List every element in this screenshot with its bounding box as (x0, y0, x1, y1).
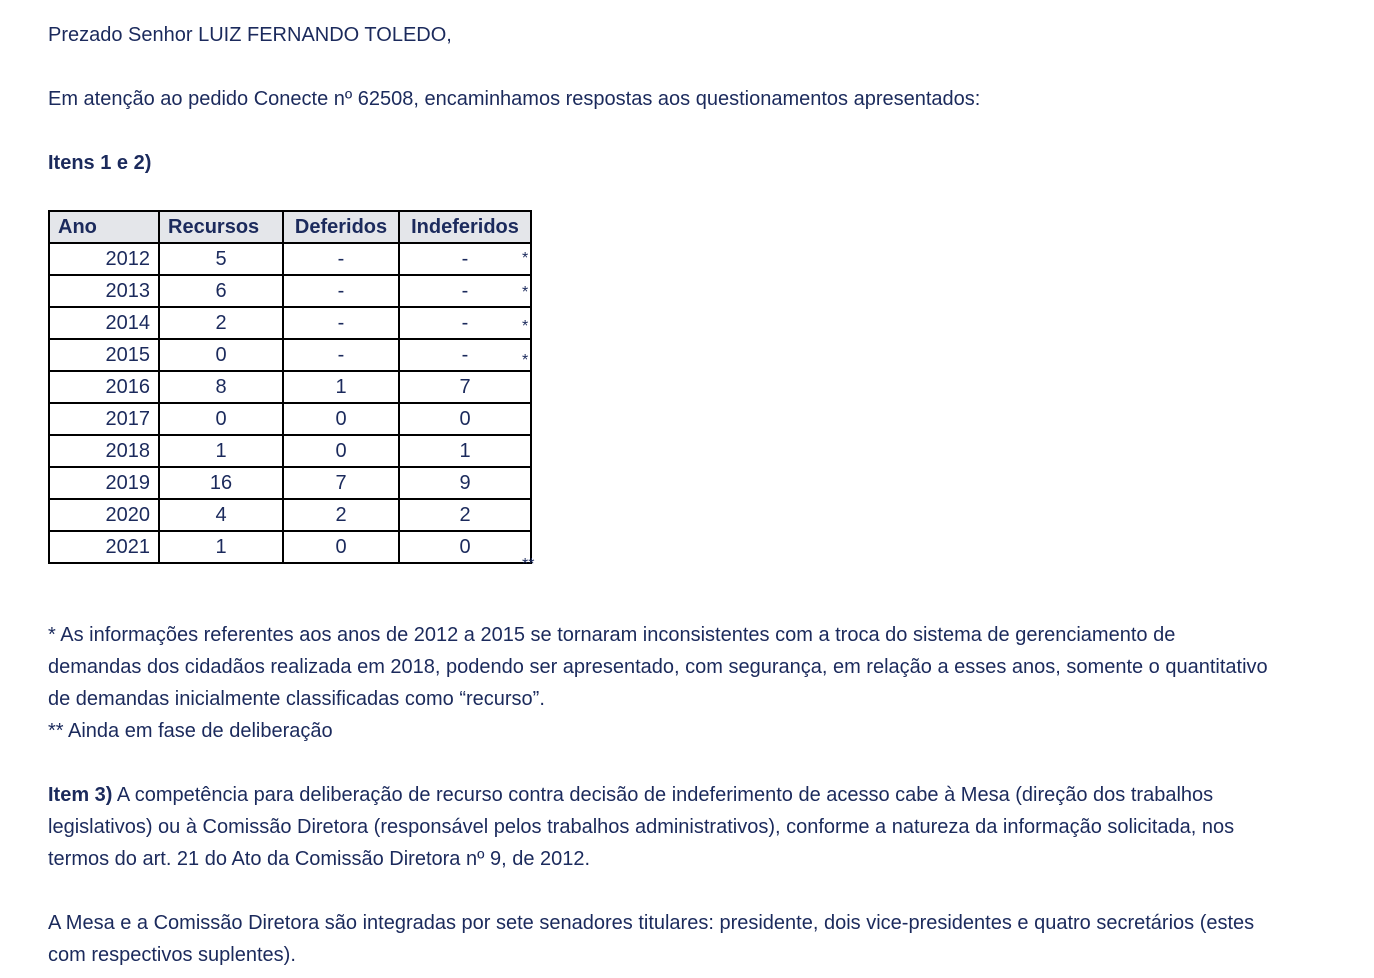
cell-indeferidos: - (399, 243, 531, 275)
cell-indeferidos: - (399, 275, 531, 307)
cell-indeferidos: 7 (399, 371, 531, 403)
footnote-2: ** Ainda em fase de deliberação (48, 720, 333, 742)
table-row (49, 339, 531, 371)
greeting: Prezado Senhor LUIZ FERNANDO TOLEDO, (48, 24, 452, 46)
footnote-marker: * (522, 352, 529, 369)
table-row (49, 531, 531, 563)
cell-ano: 2016 (49, 371, 159, 403)
cell-recursos: 6 (159, 275, 283, 307)
footnote-marker: * (522, 250, 529, 267)
table-row (49, 403, 531, 435)
cell-deferidos: 7 (283, 467, 399, 499)
cell-indeferidos: - (399, 339, 531, 371)
cell-recursos: 16 (159, 467, 283, 499)
cell-recursos: 1 (159, 435, 283, 467)
table-row (49, 499, 531, 531)
cell-indeferidos: 2 (399, 499, 531, 531)
cell-deferidos: 1 (283, 371, 399, 403)
appeals-table-wrapper (48, 210, 535, 573)
mesa-paragraph (48, 907, 1358, 971)
cell-ano: 2017 (49, 403, 159, 435)
table-body (49, 243, 531, 563)
cell-indeferidos: 0 (399, 403, 531, 435)
footnotes (48, 619, 1358, 747)
items-1-2-heading: Itens 1 e 2) (48, 152, 152, 174)
table-row (49, 275, 531, 307)
cell-recursos: 0 (159, 403, 283, 435)
table-row (49, 435, 531, 467)
cell-deferidos: - (283, 339, 399, 371)
table-row (49, 371, 531, 403)
item-3-paragraph (48, 779, 1358, 875)
header-indeferidos: Indeferidos (399, 211, 531, 243)
mesa-line-1: A Mesa e a Comissão Diretora são integradas por sete senadores titulares: presidente, dois vice-presidentes e quatro secretários (estes (48, 912, 1255, 934)
cell-recursos: 0 (159, 339, 283, 371)
footnote-marker: * (522, 284, 529, 301)
cell-indeferidos: 0 (399, 531, 531, 563)
intro-paragraph: Em atenção ao pedido Conecte nº 62508, encaminhamos respostas aos questionamentos apresentados: (48, 88, 981, 110)
cell-recursos: 4 (159, 499, 283, 531)
cell-deferidos: 0 (283, 531, 399, 563)
cell-ano: 2014 (49, 307, 159, 339)
cell-deferidos: - (283, 243, 399, 275)
header-ano: Ano (49, 211, 159, 243)
table-row (49, 243, 531, 275)
cell-deferidos: - (283, 307, 399, 339)
table-row (49, 307, 531, 339)
item-3-label: Item 3) (48, 784, 113, 806)
item-3-line-2: legislativos) ou à Comissão Diretora (responsável pelos trabalhos administrativos), conforme a natureza da informação solicitada, nos (48, 816, 1235, 838)
cell-ano: 2015 (49, 339, 159, 371)
footnote-marker: * (522, 318, 529, 335)
cell-ano: 2012 (49, 243, 159, 275)
cell-recursos: 5 (159, 243, 283, 275)
footnote-1-line-2: demandas dos cidadãos realizada em 2018, podendo ser apresentado, com segurança, em relação a esses anos, somente o quantitativo (48, 656, 1268, 678)
cell-indeferidos: 9 (399, 467, 531, 499)
cell-recursos: 2 (159, 307, 283, 339)
cell-ano: 2018 (49, 435, 159, 467)
footnote-marker: ** (522, 556, 535, 573)
cell-recursos: 8 (159, 371, 283, 403)
mesa-line-2: com respectivos suplentes). (48, 944, 296, 966)
cell-indeferidos: - (399, 307, 531, 339)
header-deferidos: Deferidos (283, 211, 399, 243)
cell-deferidos: 0 (283, 435, 399, 467)
item-3-line-3: termos do art. 21 do Ato da Comissão Diretora nº 9, de 2012. (48, 848, 591, 870)
table-header-row (49, 211, 531, 243)
cell-ano: 2019 (49, 467, 159, 499)
appeals-table (48, 210, 532, 564)
footnote-1-line-1: * As informações referentes aos anos de 2012 a 2015 se tornaram inconsistentes com a troca do sistema de gerenciamento de (48, 624, 1176, 646)
cell-recursos: 1 (159, 531, 283, 563)
cell-ano: 2013 (49, 275, 159, 307)
table-row (49, 467, 531, 499)
cell-deferidos: 2 (283, 499, 399, 531)
cell-indeferidos: 1 (399, 435, 531, 467)
cell-ano: 2020 (49, 499, 159, 531)
item-3-line-1: A competência para deliberação de recurso contra decisão de indeferimento de acesso cabe à Mesa (direção dos trabalhos (112, 784, 1214, 806)
cell-deferidos: - (283, 275, 399, 307)
footnote-1-line-3: de demandas inicialmente classificadas como “recurso”. (48, 688, 545, 710)
cell-ano: 2021 (49, 531, 159, 563)
header-recursos: Recursos (159, 211, 283, 243)
cell-deferidos: 0 (283, 403, 399, 435)
